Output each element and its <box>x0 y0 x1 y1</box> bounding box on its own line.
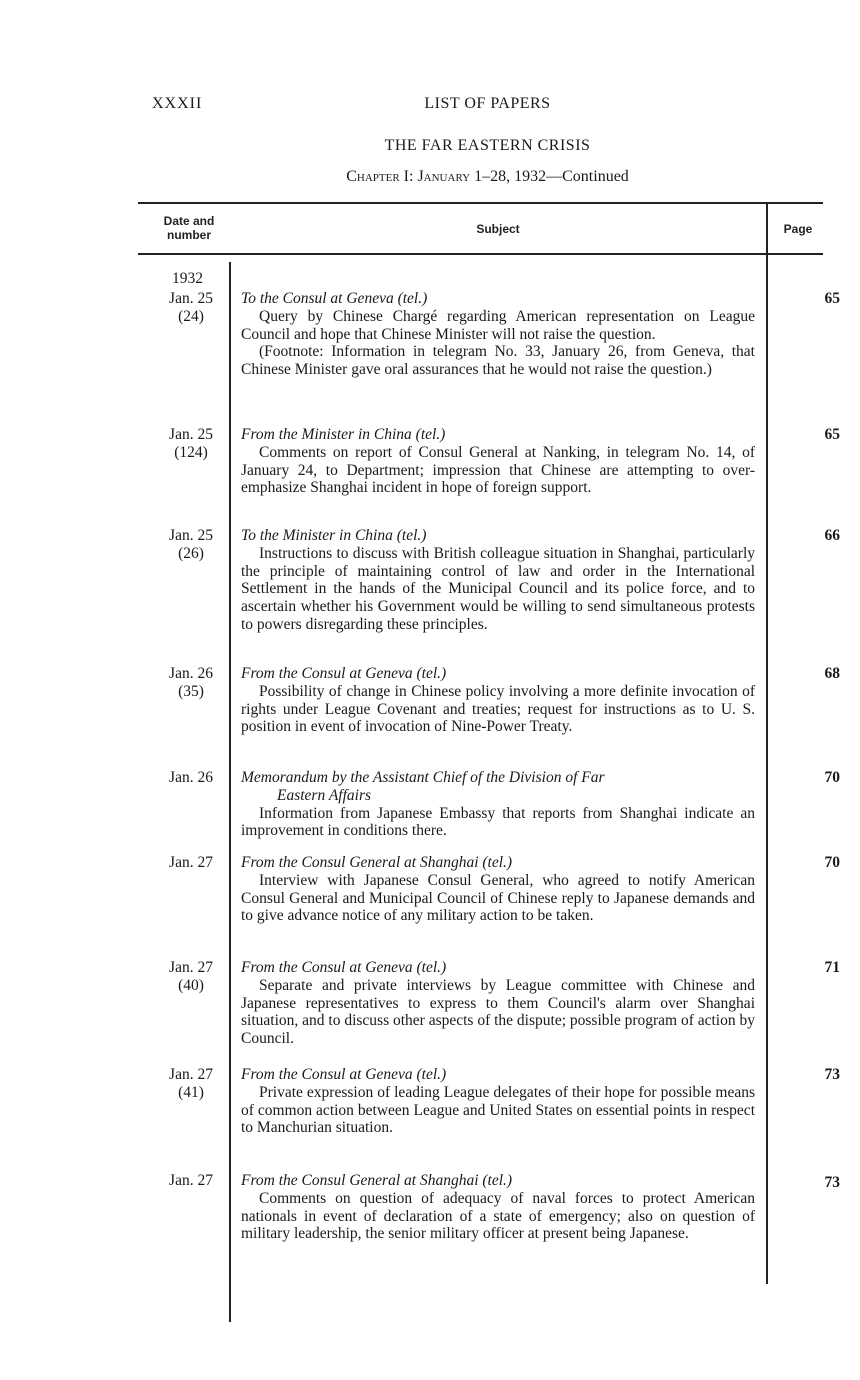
entry-heading: To the Consul at Geneva (tel.) <box>241 290 428 307</box>
entry-heading-line2: Eastern Affairs <box>277 786 372 804</box>
chapter-suffix: —Continued <box>546 168 629 185</box>
table-header-rule <box>138 253 823 255</box>
entry-subject <box>241 1066 755 1137</box>
table-top-rule <box>138 202 823 204</box>
column-header-date-line2: number <box>166 228 211 242</box>
entry-page: 70 <box>824 769 840 786</box>
page-number: XXXII <box>152 95 203 112</box>
entry-date: Jan. 27 <box>169 959 213 976</box>
entry-date-cell <box>148 1066 230 1101</box>
entry-paragraph: Private expression of leading League delegates of their hope for possible means of common action between League and United States on essential points in respect to Manchurian situation. <box>241 1083 755 1137</box>
entry-heading: From the Consul General at Shanghai (tel.) <box>241 854 513 871</box>
entry-date: Jan. 25 <box>169 426 213 443</box>
entry-subject <box>241 769 755 840</box>
column-header-subject: Subject <box>476 222 520 236</box>
entry-number: (35) <box>178 682 204 700</box>
entry-heading <box>241 769 755 805</box>
entry-paragraph: Query by Chinese Chargé regarding American representation on League Council and hope that Chinese Minister will not raise the question. <box>241 307 755 343</box>
entry-date: Jan. 27 <box>169 1066 213 1083</box>
chapter-dates: January 1–28, 1932 <box>417 168 547 185</box>
entry-date: Jan. 27 <box>169 1172 213 1189</box>
entry-paragraph: Comments on report of Consul General at Nanking, in telegram No. 14, of January 24, to Department; impression that Chinese are attempting to over-emphasize Shanghai incident in hope of foreign support. <box>241 443 755 497</box>
entry-page: 65 <box>824 290 840 307</box>
entry-paragraph: Interview with Japanese Consul General, who agreed to notify American Consul General and Municipal Council of Chinese reply to Japanese demands and to give advance notice of any military action to be taken. <box>241 871 755 925</box>
entry-date: Jan. 25 <box>169 527 213 544</box>
entry-number: (26) <box>178 544 204 562</box>
entry-date-cell <box>148 665 230 700</box>
year-label: 1932 <box>172 270 203 287</box>
date-column-divider <box>229 262 231 1322</box>
entry-subject <box>241 854 755 925</box>
entry-subject <box>241 1172 755 1243</box>
entry-footnote: (Footnote: Information in telegram No. 33, January 26, from Geneva, that Chinese Minister gave oral assurances that he would not raise the question.) <box>241 343 755 379</box>
entry-number: (40) <box>178 976 204 994</box>
entry-paragraph: Comments on question of adequacy of naval forces to protect American nationals in event of declaration of a state of emergency; also on question of military leadership, the senior military officer at present being Japanese. <box>241 1189 755 1243</box>
entry-date-cell <box>148 426 230 461</box>
column-header-date-line1: Date and <box>163 214 215 228</box>
entry-heading: From the Consul at Geneva (tel.) <box>241 665 447 682</box>
entry-date-cell <box>148 769 230 787</box>
column-header-page: Page <box>783 222 813 236</box>
entry-number: (24) <box>178 307 204 325</box>
entry-heading-line1: Memorandum by the Assistant Chief of the Division of Far <box>241 769 605 786</box>
chapter-title <box>0 168 860 186</box>
chapter-label: Chapter I <box>346 168 409 185</box>
entry-subject <box>241 290 755 379</box>
entry-date-cell <box>148 527 230 562</box>
entry-subject <box>241 426 755 497</box>
entry-heading: From the Consul at Geneva (tel.) <box>241 959 447 976</box>
entry-date-cell <box>148 854 230 872</box>
entry-date: Jan. 25 <box>169 290 213 307</box>
section-title: THE FAR EASTERN CRISIS <box>384 137 591 154</box>
entry-heading: From the Minister in China (tel.) <box>241 426 446 443</box>
entry-subject <box>241 665 755 736</box>
entry-date: Jan. 26 <box>169 665 213 682</box>
entry-page: 71 <box>824 959 840 976</box>
entry-paragraph: Separate and private interviews by League committee with Chinese and Japanese representatives to express to them Council's alarm over Shanghai situation, and to discuss other aspects of the dispute; possible program of action by Council. <box>241 976 755 1048</box>
entry-number: (124) <box>174 443 208 461</box>
entry-paragraph: Information from Japanese Embassy that reports from Shanghai indicate an improvement in conditions there. <box>241 804 755 840</box>
running-head: LIST OF PAPERS <box>424 95 551 112</box>
chapter-colon: : <box>408 168 414 185</box>
entry-date: Jan. 26 <box>169 769 213 786</box>
entry-date-cell <box>148 959 230 994</box>
entry-heading: To the Minister in China (tel.) <box>241 527 427 544</box>
entry-paragraph: Possibility of change in Chinese policy involving a more definite invocation of rights under League Covenant and treaties; request for instructions as to U. S. position in event of invocation of Nine-Power Treaty. <box>241 682 755 736</box>
entry-date-cell <box>148 1172 230 1190</box>
page-column-divider <box>766 204 768 1284</box>
entry-page: 73 <box>824 1066 840 1083</box>
entry-date: Jan. 27 <box>169 854 213 871</box>
entry-subject <box>241 527 755 634</box>
entry-page: 66 <box>824 527 840 544</box>
entry-page: 73 <box>824 1174 840 1191</box>
entry-date-cell <box>148 290 230 325</box>
entry-heading: From the Consul General at Shanghai (tel.) <box>241 1172 513 1189</box>
entry-page: 65 <box>824 426 840 443</box>
entry-page: 68 <box>824 665 840 682</box>
entry-number: (41) <box>178 1083 204 1101</box>
column-header-date <box>148 214 230 242</box>
entry-page: 70 <box>824 854 840 871</box>
entry-paragraph: Instructions to discuss with British colleague situation in Shanghai, particularly the principle of maintaining control of law and order in the International Settlement in the hands of the Municipal Council and its police force, and to ascertain whether his Government would be willing to send simultaneous protests to powers disregarding these principles. <box>241 544 755 633</box>
entry-subject <box>241 959 755 1048</box>
entry-heading: From the Consul at Geneva (tel.) <box>241 1066 447 1083</box>
